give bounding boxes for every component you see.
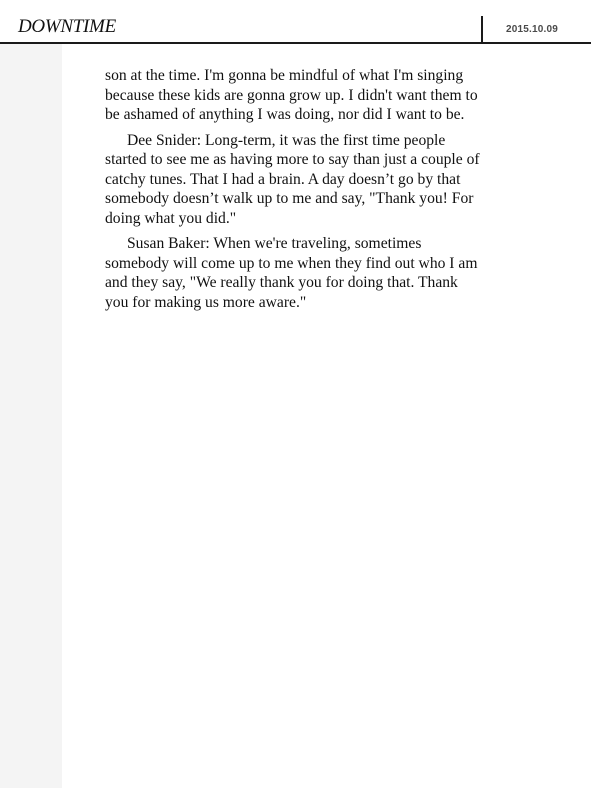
left-gutter [0, 44, 62, 788]
article-paragraph: Susan Baker: When we're traveling, sometimes somebody will come up to me when they find out who I am and they say, "We really thank you for doing that. Thank you for making us more aware." [105, 235, 478, 311]
issue-date: 2015.10.09 [506, 24, 559, 35]
header-divider [481, 16, 483, 44]
article-paragraph: Dee Snider: Long-term, it was the first time people started to see me as having more to say than just a couple of catchy tunes. That I had a brain. A day doesn’t go by that somebody doesn’t walk up to me and say, "Thank you! For doing what you did." [105, 131, 480, 227]
article-paragraph: son at the time. I'm gonna be mindful of what I'm singing because these kids are gonna grow up. I didn't want them to be ashamed of anything I was doing, nor did I want to be. [105, 67, 478, 123]
article-body [105, 66, 485, 318]
app-title: DOWNTIME [18, 16, 116, 37]
app-header [0, 0, 591, 44]
